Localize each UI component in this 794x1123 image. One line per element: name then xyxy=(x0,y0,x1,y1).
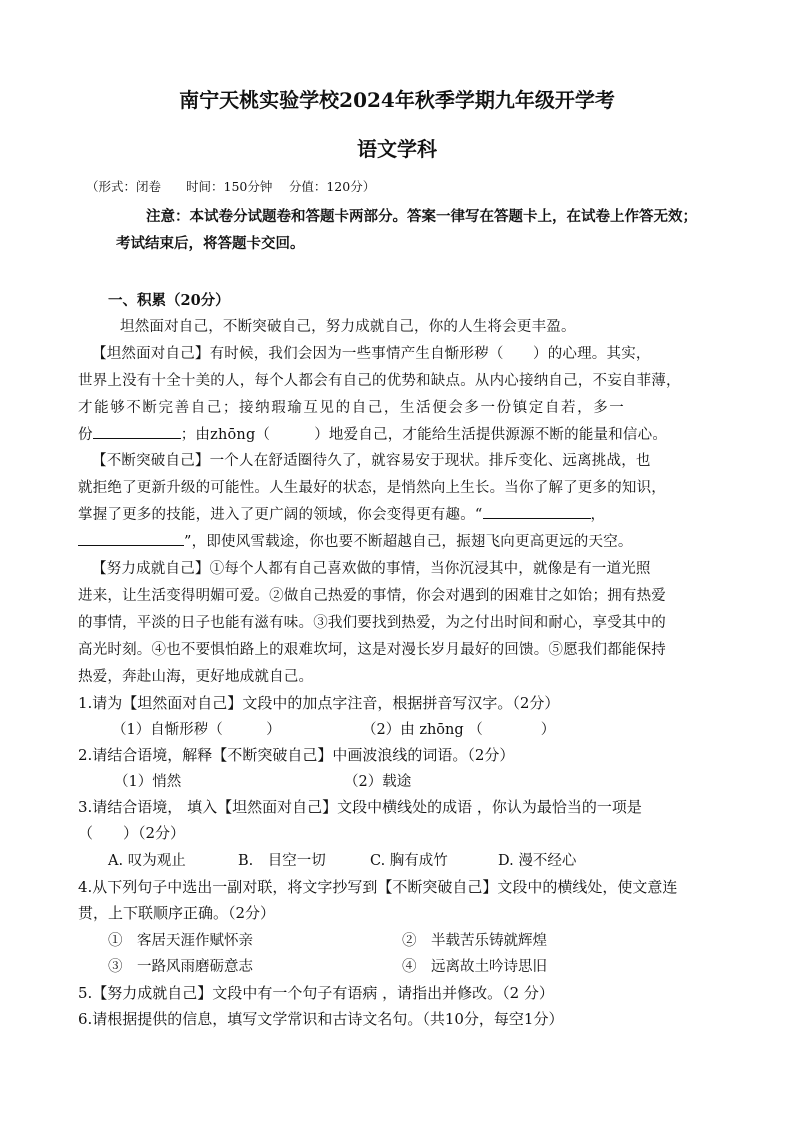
p3-line-3: 的事情，平淡的日子也能有滋有味。③我们要找到热爱，为之付出时间和耐心，享受其中的 xyxy=(78,615,666,631)
idiom-blank xyxy=(93,424,181,439)
q3-option-b: B. 目空一切 xyxy=(238,853,326,869)
q4-option-1: ① 客居天涯作赋怀亲 xyxy=(108,933,253,949)
p1-line-2: 世界上没有十全十美的人，每个人都会有自己的优势和缺点。从内心接纳自己，不妄自菲薄， xyxy=(78,373,681,389)
q2-part-2: （2）载途 xyxy=(344,774,412,790)
p3-line-5: 热爱，奔赴山海，更好地成就自己。 xyxy=(78,669,314,685)
question-2: 2.请结合语境，解释【不断突破自己】中画波浪线的词语。（2分） xyxy=(78,746,515,764)
p3-line-4: 高光时刻。④也不要惧怕路上的艰难坎坷，这是对漫长岁月最好的回馈。⑤愿我们都能保持 xyxy=(78,642,666,658)
notice-line-2: 考试结束后，将答题卡交回。 xyxy=(116,235,305,252)
p2-line-3-text: 掌握了更多的技能，进入了更广阔的领域，你会变得更有趣。“ xyxy=(78,507,483,523)
q4-option-2: ② 半载苦乐铸就辉煌 xyxy=(402,933,547,949)
question-6: 6.请根据提供的信息，填写文学常识和古诗文名句。（共10分，每空1分） xyxy=(78,1010,564,1028)
question-1: 1.请为【坦然面对自己】文段中的加点字注音，根据拼音写汉字。（2分） xyxy=(78,694,560,712)
p2-line-3-end: ， xyxy=(590,507,606,523)
q3-option-c: C. 胸有成竹 xyxy=(370,853,448,869)
q3-option-a: A. 叹为观止 xyxy=(108,853,186,869)
q4-option-4: ④ 远离故土吟诗思旧 xyxy=(402,959,547,975)
p1-line-4-start: 份 xyxy=(78,427,93,443)
couplet-blank-2 xyxy=(78,531,184,546)
q4-option-3: ③ 一路风雨磨砺意志 xyxy=(108,959,253,975)
exam-meta: （形式：闭卷 时间：150分钟 分值：120分） xyxy=(86,179,376,194)
q2-part-1: （1）悄然 xyxy=(114,774,182,790)
question-3-line-1: 3.请结合语境， 填入【坦然面对自己】文段中横线处的成语 ，你认为最恰当的一项是 xyxy=(78,798,642,816)
p3-line-1: 【努力成就自己】①每个人都有自己喜欢做的事情，当你沉浸其中，就像是有一道光照 xyxy=(92,561,651,577)
exam-title: 南宁天桃实验学校2024年秋季学期九年级开学考 xyxy=(179,88,615,112)
q3-option-d: D. 漫不经心 xyxy=(498,853,577,869)
q1-part-2: （2）由 zhōng （ ） xyxy=(362,722,556,738)
p3-line-2: 进来，让生活变得明媚可爱。②做自己热爱的事情，你会对遇到的困难甘之如饴；拥有热爱 xyxy=(78,588,666,604)
question-4-line-2: 贯，上下联顺序正确。（2分） xyxy=(78,904,276,922)
p2-line-4 xyxy=(78,530,633,551)
intro-paragraph: 坦然面对自己，不断突破自己，努力成就自己，你的人生将会更丰盈。 xyxy=(120,319,576,335)
p2-line-3 xyxy=(78,503,605,524)
q1-part-1: （1）自惭形秽（ ） xyxy=(112,722,281,738)
notice-line-1: 注意：本试卷分试题卷和答题卡两部分。答案一律写在答题卡上，在试卷上作答无效； xyxy=(146,208,697,225)
question-3-line-2: （ ）（2分） xyxy=(78,824,186,842)
p2-line-4-text: ”，即使风雪载途，你也要不断超越自己，振翅飞向更高更远的天空。 xyxy=(184,534,633,550)
p1-line-3: 才能够不断完善自己；接纳瑕瑜互见的自己，生活便会多一份镇定自若，多一 xyxy=(78,400,626,416)
subject-title: 语文学科 xyxy=(357,137,437,161)
p2-line-1: 【不断突破自己】一个人在舒适圈待久了，就容易安于现状。排斥变化、远离挑战，也 xyxy=(92,453,651,469)
p1-line-1: 【坦然面对自己】有时候，我们会因为一些事情产生自惭形秽（ ）的心理。其实， xyxy=(92,346,651,362)
p1-line-4-rest: ；由zhōng（ ）地爱自己，才能给生活提供源源不断的能量和信心。 xyxy=(180,427,668,443)
p1-line-4 xyxy=(78,423,667,444)
p2-line-2: 就拒绝了更新升级的可能性。人生最好的状态，是悄然向上生长。当你了解了更多的知识， xyxy=(78,480,666,496)
couplet-blank-1 xyxy=(483,504,591,519)
question-4-line-1: 4.从下列句子中选出一副对联，将文字抄写到【不断突破自己】文段中的横线处，使文意连 xyxy=(78,878,678,896)
question-5: 5.【努力成就自己】文段中有一个句子有语病 ，请指出并修改。（2 分） xyxy=(78,984,554,1002)
section-heading: 一、积累（20分） xyxy=(108,292,230,309)
